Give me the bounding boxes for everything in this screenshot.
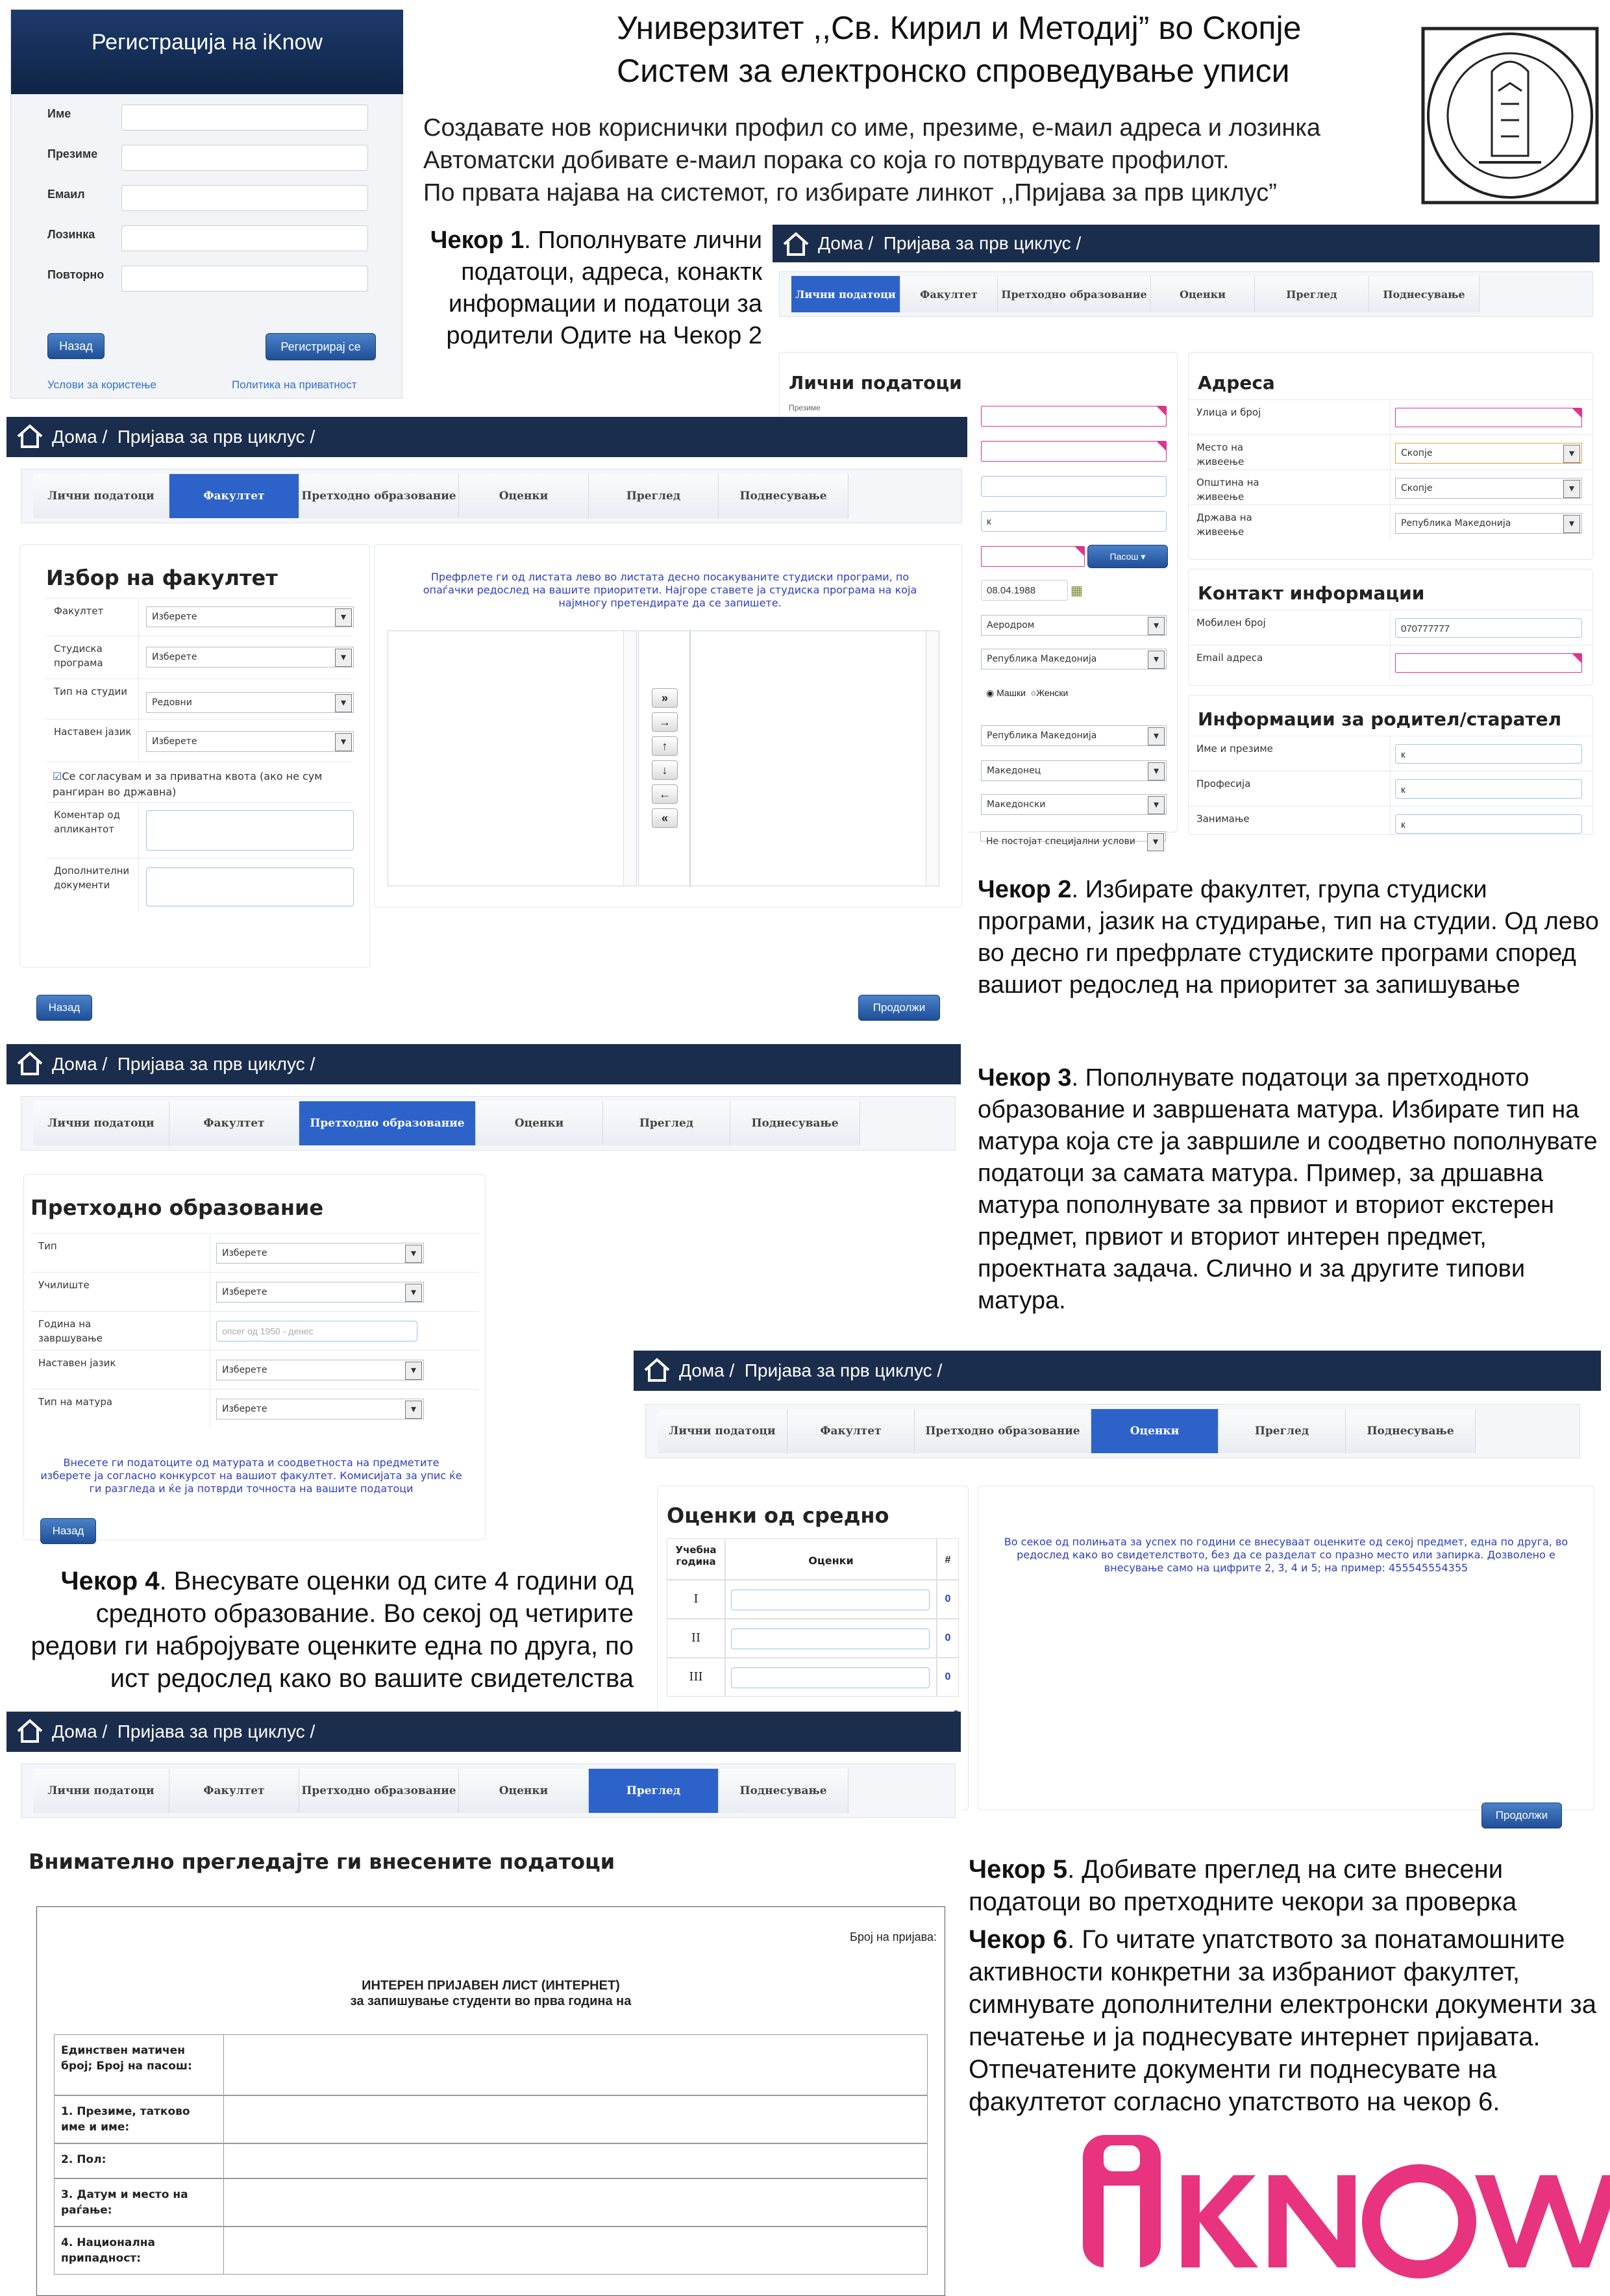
registration-label: Име xyxy=(47,107,71,120)
register-button[interactable]: Регистрирај се xyxy=(266,333,376,360)
available-programs-list[interactable] xyxy=(388,630,637,886)
program-select[interactable]: Изберете ▾ xyxy=(146,647,354,668)
review-row xyxy=(54,2095,928,2143)
parent-name-input[interactable]: к xyxy=(1395,744,1582,764)
graduation-year-input[interactable]: опсег од 1950 - денес xyxy=(216,1321,417,1341)
faculty-title: Избор на факултет xyxy=(46,566,278,590)
review-row xyxy=(54,2178,928,2227)
docs-textarea[interactable] xyxy=(146,867,354,906)
registration-label: Лозинка xyxy=(47,228,95,241)
registration-panel xyxy=(10,9,402,399)
tab-faculty[interactable]: Факултет xyxy=(169,1101,299,1145)
transfer-arrow-button[interactable]: » xyxy=(652,688,678,708)
review-label: 1. Презиме, татково име и име: xyxy=(61,2105,190,2134)
tab-education[interactable]: Претходно образование xyxy=(299,1101,476,1145)
registration-input[interactable] xyxy=(121,225,368,251)
nationality-select[interactable]: Македонец ▾ xyxy=(981,760,1167,781)
tab-faculty[interactable]: Факултет xyxy=(787,1409,915,1453)
tab-faculty[interactable]: Факултет xyxy=(169,1769,299,1813)
gender-female[interactable]: Женски xyxy=(1036,688,1069,698)
review-row xyxy=(54,2227,928,2275)
occupation-label: Занимање xyxy=(1196,813,1250,825)
education-row xyxy=(31,1350,478,1389)
transfer-arrow-button[interactable]: ↑ xyxy=(652,736,678,756)
registration-input[interactable] xyxy=(121,266,368,292)
review-row xyxy=(54,2034,928,2095)
address-row xyxy=(1189,469,1592,505)
tab-bar xyxy=(645,1404,1580,1458)
count-header: # xyxy=(937,1538,959,1580)
address-row xyxy=(1189,399,1592,434)
contact-row xyxy=(1189,645,1592,680)
breadcrumb-section[interactable]: Пријава за прв циклус / xyxy=(117,1054,316,1074)
registration-label: Презиме xyxy=(47,147,98,160)
privacy-link[interactable]: Политика на приватност xyxy=(232,379,357,391)
intro-line-1: Создавате нов кориснички профил со име, презиме, е-маил адреса и лозинка xyxy=(423,114,1321,142)
parent-panel xyxy=(1188,695,1593,835)
grades-title: Оценки од средно xyxy=(667,1503,889,1528)
intro-line-3: По првата најава на системот, го избирате линкот ,,Пријава за прв циклус” xyxy=(423,179,1277,206)
faculty-row xyxy=(46,598,353,636)
citizenship-select[interactable]: Република Македонија ▾ xyxy=(981,725,1167,746)
tab-review[interactable]: Преглед xyxy=(603,1101,730,1145)
faculty-panel xyxy=(19,544,370,967)
registration-title: Регистрација на iKnow xyxy=(11,10,403,94)
address-panel xyxy=(1188,352,1593,560)
step1-text: Чекор 1. Пополнувате лични податоци, адреса, конактк информации и податоци за родители Одите на Чекор 2 xyxy=(430,227,762,349)
education-label: Училиште xyxy=(38,1279,90,1291)
passport-button[interactable]: Пасош ▾ xyxy=(1087,545,1168,568)
home-icon[interactable] xyxy=(782,231,810,257)
tab-bar xyxy=(779,271,1593,317)
year-header: Учебна година xyxy=(667,1538,725,1580)
breadcrumb xyxy=(773,225,1600,262)
education-label: Наставен јазик xyxy=(38,1357,116,1369)
birthdate-input[interactable]: 08.04.1988 xyxy=(981,580,1068,601)
education-row xyxy=(31,1311,478,1350)
iknow-logo xyxy=(1078,2130,1604,2273)
document-subtitle: за запишување студенти во прва година на xyxy=(350,1994,632,2008)
review-label: 2. Пол: xyxy=(61,2153,106,2166)
street-input[interactable] xyxy=(1395,408,1582,427)
education-row xyxy=(31,1272,478,1311)
grade-year: III xyxy=(667,1658,725,1697)
language-select[interactable]: Македонски ▾ xyxy=(981,794,1167,815)
municipality-select[interactable]: Скопје ▾ xyxy=(1395,478,1582,499)
tab-personal[interactable]: Лични податоци xyxy=(33,1101,169,1145)
faculty-row xyxy=(46,636,353,679)
parent-title: Информации за родител/старател xyxy=(1198,708,1562,730)
transfer-arrow-button[interactable]: ← xyxy=(652,784,678,804)
breadcrumb-home[interactable]: Дома / xyxy=(52,1054,108,1074)
breadcrumb xyxy=(634,1351,1601,1391)
tab-education[interactable]: Претходно образование xyxy=(299,474,459,518)
tab-personal[interactable]: Лични податоци xyxy=(33,1769,169,1813)
parent-row xyxy=(1189,806,1592,836)
terms-link[interactable]: Услови за користење xyxy=(47,379,156,391)
comment-textarea[interactable] xyxy=(146,810,354,851)
tab-education[interactable]: Претходно образование xyxy=(915,1409,1091,1453)
education-label: Тип на матура xyxy=(38,1396,113,1408)
arrow-buttons xyxy=(638,630,690,886)
next-button[interactable]: Продолжи xyxy=(1481,1803,1562,1828)
selected-programs-list[interactable] xyxy=(690,630,939,886)
tab-grades[interactable]: Оценки xyxy=(1091,1409,1219,1453)
education-select[interactable]: Изберете ▾ xyxy=(216,1360,424,1380)
private-quota-label: Се согласувам и за приватна квота (ако не сум рангиран во државна) xyxy=(53,770,323,798)
comment-label: Коментар од апликантот xyxy=(54,809,120,835)
docs-label: Дополнителни документи xyxy=(54,865,130,891)
intro-line-2: Автоматски добивате е-маил порака со која го потврдувате профилот. xyxy=(423,147,1230,174)
grades-help-panel xyxy=(978,1486,1594,1810)
tab-education[interactable]: Претходно образование xyxy=(998,276,1151,312)
birthplace-select[interactable]: Аеродром ▾ xyxy=(981,615,1167,636)
embg-input[interactable]: к xyxy=(981,511,1167,532)
city-label: Место на живеење xyxy=(1196,442,1245,468)
grades-header: Оценки xyxy=(725,1538,937,1580)
back-button[interactable]: Назад xyxy=(36,995,92,1021)
grades-help: Во секое од полињата за успех по години се внесуваат оценките од секој предмет, една по друга, во редослед како во свидетелството, без да се разделат со празно место или запирка. Дозволено е внесување само на цифрите 2, 3, 4 и 5; на пример: 455545554355 xyxy=(1004,1536,1568,1574)
breadcrumb-home[interactable]: Дома / xyxy=(52,1721,108,1741)
education-select[interactable]: Изберете ▾ xyxy=(216,1399,424,1419)
email-label: Email адреса xyxy=(1196,652,1263,664)
parent-row xyxy=(1189,736,1592,771)
faculty-row xyxy=(46,858,353,912)
tab-bar xyxy=(21,1764,956,1818)
contact-row xyxy=(1189,610,1592,645)
back-button[interactable]: Назад xyxy=(40,1518,96,1544)
review-label: Единствен матичен број; Број на пасош: xyxy=(61,2044,192,2073)
step2-text: Чекор 2. Избирате факултет, група студиски програми, јазик на студирање, тип на студии. Од лево во десно ги префрлате студиските програми според вашиот редослед на приоритет за запишување xyxy=(978,876,1599,999)
tab-grades[interactable]: Оценки xyxy=(476,1101,603,1145)
next-button[interactable]: Продолжи xyxy=(858,995,940,1021)
tab-review[interactable]: Преглед xyxy=(1255,276,1369,312)
back-button[interactable]: Назад xyxy=(47,333,105,359)
registration-input[interactable] xyxy=(121,185,368,211)
parent-row xyxy=(1189,771,1592,806)
breadcrumb-home[interactable]: Дома / xyxy=(679,1360,735,1380)
tab-grades[interactable]: Оценки xyxy=(459,474,589,518)
calendar-icon[interactable]: ▦ xyxy=(1071,584,1083,598)
transfer-arrow-button[interactable]: ↓ xyxy=(652,760,678,780)
tab-bar xyxy=(21,1096,956,1151)
faculty-row xyxy=(46,802,353,858)
faculty-row xyxy=(46,679,353,719)
address-row xyxy=(1189,505,1592,540)
tab-personal[interactable]: Лични податоци xyxy=(791,276,900,312)
street-label: Улица и број xyxy=(1196,406,1261,418)
faculty-row xyxy=(46,719,353,762)
personal-title: Лични податоци xyxy=(789,372,962,393)
tab-submit[interactable]: Поднесување xyxy=(1346,1409,1476,1453)
private-quota-checkbox[interactable]: ☑Се согласувам и за приватна квота (ако не сум рангиран во државна) xyxy=(53,770,323,798)
university-seal-icon xyxy=(1420,26,1600,205)
study-type-label: Тип на студии xyxy=(54,686,127,697)
transfer-arrow-button[interactable]: « xyxy=(652,808,678,828)
breadcrumb xyxy=(6,1044,961,1084)
registration-input[interactable] xyxy=(121,105,368,131)
tab-personal[interactable]: Лични податоци xyxy=(33,474,169,518)
program-transfer-panel xyxy=(374,544,962,908)
education-row xyxy=(31,1233,478,1272)
document-title: ИНТЕРЕН ПРИЈАВЕН ЛИСТ (ИНТЕРНЕТ) xyxy=(362,1978,620,1993)
step5-text: Чекор 5. Добивате преглед на сите внесени податоци во претходните чекори за проверка xyxy=(969,1855,1517,1916)
contact-title: Контакт информации xyxy=(1198,582,1425,604)
breadcrumb xyxy=(6,417,967,457)
occupation-input[interactable]: к xyxy=(1395,814,1582,834)
review-label: 3. Датум и место на раѓање: xyxy=(61,2188,188,2217)
faculty-label: Факултет xyxy=(54,605,104,617)
breadcrumb-section[interactable]: Пријава за прв циклус / xyxy=(117,1721,316,1741)
tab-faculty[interactable]: Факултет xyxy=(169,474,299,518)
education-label: Тип xyxy=(38,1240,57,1252)
transfer-help: Префрлете ги од листата лево во листата десно посакуваните студиски програми, по опаѓачки редослед на вашите приоритети. Најгоре ставете ја студиска програма на која најмногу претендирате да се запишете. xyxy=(423,571,917,609)
country-label: Држава на живеење xyxy=(1196,512,1252,538)
transfer-arrow-button[interactable]: → xyxy=(652,712,678,732)
grade-count: 0 xyxy=(937,1580,959,1619)
country-select[interactable]: Република Македонија ▾ xyxy=(1395,513,1582,534)
grade-count: 0 xyxy=(937,1658,959,1697)
tab-review[interactable]: Преглед xyxy=(589,1769,719,1813)
language-select[interactable]: Изберете ▾ xyxy=(146,731,354,752)
gender-male[interactable]: Машки xyxy=(997,688,1026,698)
tab-submit[interactable]: Поднесување xyxy=(730,1101,860,1145)
tab-personal[interactable]: Лични податоци xyxy=(658,1409,787,1453)
profession-input[interactable]: к xyxy=(1395,779,1582,799)
language-label: Наставен јазик xyxy=(54,726,132,738)
breadcrumb-section[interactable]: Пријава за прв циклус / xyxy=(744,1360,943,1380)
review-title: Внимателно прегледајте ги внесените податоци xyxy=(29,1849,615,1874)
university-title: Универзитет ,,Св. Кирил и Методиј” во Скопје xyxy=(617,10,1302,46)
tab-submit[interactable]: Поднесување xyxy=(719,1769,848,1813)
home-icon[interactable] xyxy=(643,1357,671,1383)
application-number: Број на пријава: xyxy=(850,1930,937,1943)
faculty-select[interactable]: Изберете ▾ xyxy=(146,606,354,627)
education-title: Претходно образование xyxy=(31,1195,324,1220)
education-panel xyxy=(23,1174,486,1540)
profession-label: Професија xyxy=(1196,778,1251,790)
review-label: 4. Национална припадност: xyxy=(61,2236,155,2265)
home-icon[interactable] xyxy=(16,1051,44,1077)
tab-submit[interactable]: Поднесување xyxy=(719,474,848,518)
review-row xyxy=(54,2143,928,2178)
tab-grades[interactable]: Оценки xyxy=(1151,276,1255,312)
system-title: Систем за електронско спроведување уписи xyxy=(617,53,1290,89)
name-input[interactable] xyxy=(981,441,1167,462)
tab-review[interactable]: Преглед xyxy=(1219,1409,1346,1453)
education-select[interactable]: Изберете ▾ xyxy=(216,1282,424,1303)
registration-input[interactable] xyxy=(121,145,368,171)
tab-faculty[interactable]: Факултет xyxy=(900,276,998,312)
tab-bar xyxy=(21,469,962,523)
education-label: Година на завршување xyxy=(38,1318,103,1344)
gender-radio[interactable]: ◉ Машки ○Женски xyxy=(986,688,1069,698)
tab-submit[interactable]: Поднесување xyxy=(1369,276,1480,312)
education-select[interactable]: Изберете ▾ xyxy=(216,1243,424,1264)
grades-input[interactable] xyxy=(731,1628,930,1649)
municipality-label: Општина на живеење xyxy=(1196,477,1259,503)
grade-count: 0 xyxy=(937,1619,959,1658)
grades-input[interactable] xyxy=(731,1667,930,1688)
grades-input[interactable] xyxy=(731,1590,930,1610)
tab-grades[interactable]: Оценки xyxy=(459,1769,589,1813)
special-conditions-select[interactable]: Не постојат специјални услови ▾ xyxy=(980,831,1166,842)
education-help: Внесете ги податоците од матурата и соодветноста на предметите изберете ја согласно конкурсот на вашиот факултет. Комисијата за упис ќе ги разгледа и ќе ја потврди точноста на вашите податоци xyxy=(40,1456,462,1495)
passport-input[interactable] xyxy=(981,546,1085,567)
faculty-screen xyxy=(6,417,967,1031)
parent-name-label: Име и презиме xyxy=(1196,743,1273,755)
registration-label: Повторно xyxy=(47,268,105,281)
step6-text: Чекор 6. Го читате упатството за понатамошните активности конкретни за избраниот факултет, симнувате дополнителни електронски документи за печатење и ја поднесувате интернет пријавата. Отпечатените документи ги поднесувате на факултетот согласно упатството на чекор 6. xyxy=(969,1925,1596,2116)
program-label: Студиска програма xyxy=(54,643,103,669)
private-quota-row xyxy=(46,762,353,802)
breadcrumb-home[interactable]: Дома / xyxy=(52,427,108,447)
tab-education[interactable]: Претходно образование xyxy=(299,1769,459,1813)
home-icon[interactable] xyxy=(16,1718,44,1744)
city-select[interactable]: Скопје ▾ xyxy=(1395,443,1582,464)
address-row xyxy=(1189,434,1592,469)
tab-review[interactable]: Преглед xyxy=(589,474,719,518)
home-icon[interactable] xyxy=(16,423,44,449)
surname-label: Презиме xyxy=(789,403,821,412)
address-title: Адреса xyxy=(1198,372,1275,393)
education-row xyxy=(31,1389,478,1428)
grade-year: II xyxy=(667,1619,725,1658)
phone-input[interactable]: 070777777 xyxy=(1395,618,1582,638)
breadcrumb-section[interactable]: Пријава за прв циклус / xyxy=(883,233,1082,253)
application-document xyxy=(36,1906,945,2296)
breadcrumb xyxy=(6,1712,961,1752)
study-type-select[interactable]: Редовни ▾ xyxy=(146,692,354,713)
step3-text: Чекор 3. Пополнувате податоци за претходното образование и завршената матура. Избирате тип на матура која сте ја завршиле и соодветно пополнувате податоци за самата матура. Пример, за дршавна матура пополнувате за првиот и вториот екстерен предмет, првиот и вториот интерен предмет, проектната задача. Слично и за другите типови матура. xyxy=(978,1064,1598,1314)
surname-input[interactable] xyxy=(981,406,1167,427)
contact-panel xyxy=(1188,569,1593,686)
email-input[interactable] xyxy=(1395,653,1582,673)
registration-label: Емаил xyxy=(47,188,85,201)
birth-country-select[interactable]: Република Македонија ▾ xyxy=(981,649,1167,669)
father-name-input[interactable] xyxy=(981,476,1167,497)
grade-year: I xyxy=(667,1580,725,1619)
review-screen xyxy=(6,1712,961,2278)
step4-text: Чекор 4. Внесувате оценки од сите 4 години од средното образование. Во секој од четирите редови ги набројувате оценките една по друга, по ист редослед како во вашите свидетелства xyxy=(31,1567,634,1693)
breadcrumb-section[interactable]: Пријава за прв циклус / xyxy=(117,427,316,447)
breadcrumb-home[interactable]: Дома / xyxy=(818,233,874,253)
phone-label: Мобилен број xyxy=(1196,617,1266,629)
